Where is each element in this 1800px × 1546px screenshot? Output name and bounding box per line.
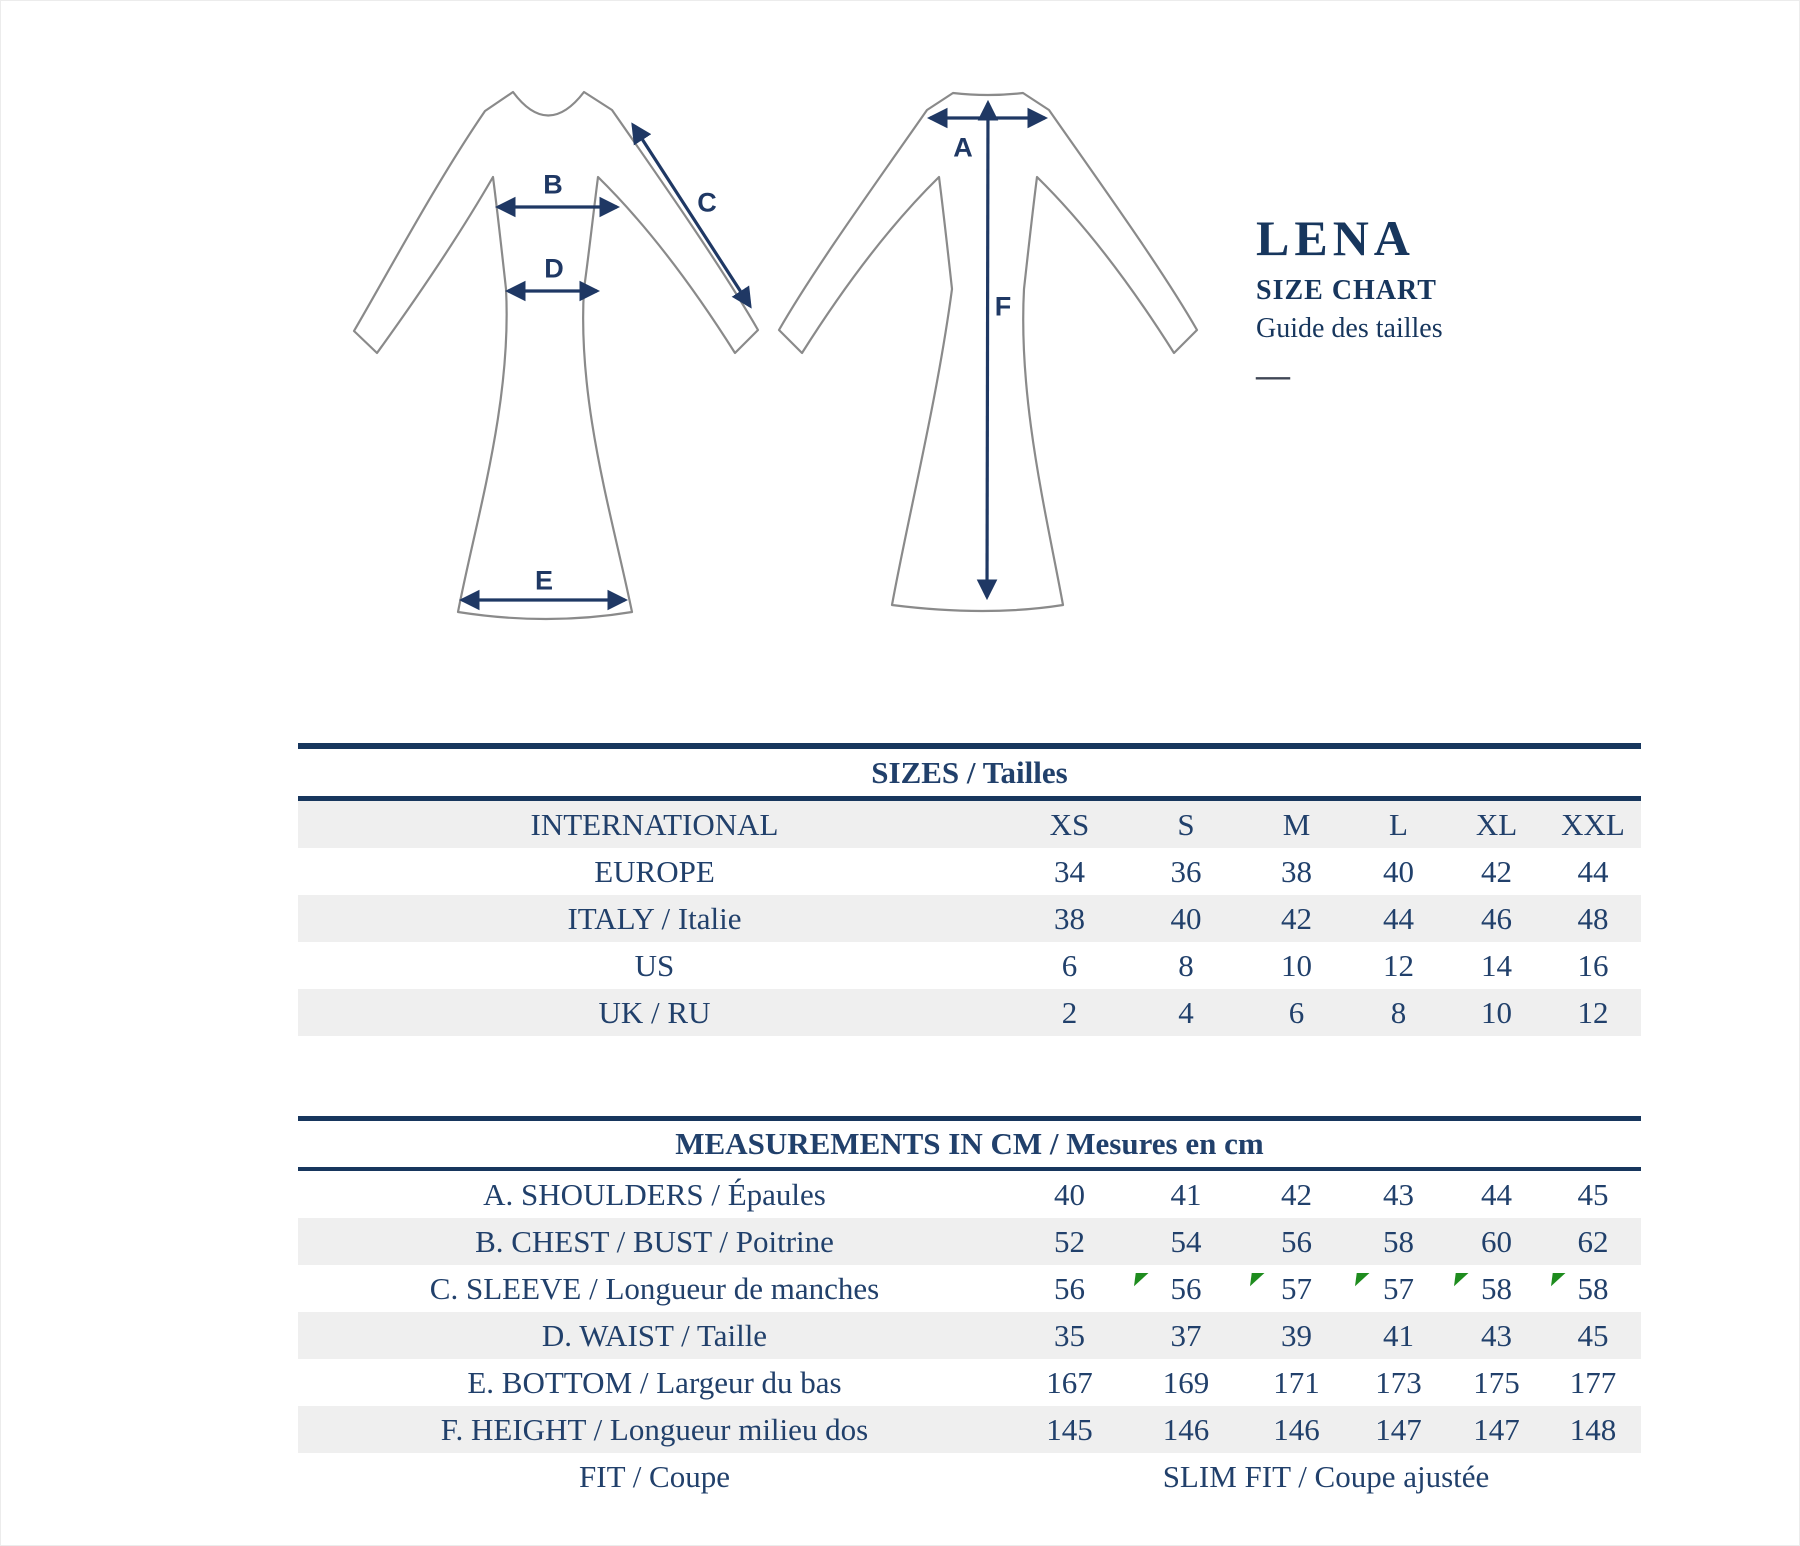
comment-marker-icon xyxy=(1551,1273,1566,1288)
measure-value: 60 xyxy=(1481,1223,1512,1259)
dress-diagram xyxy=(1,1,1800,701)
measurements-table-title: MEASUREMENTS IN CM / Mesures en cm xyxy=(298,1116,1641,1171)
size-value: 6 xyxy=(1288,994,1305,1030)
row-label: US xyxy=(634,947,675,983)
size-value: 44 xyxy=(1577,853,1609,889)
measure-value: 148 xyxy=(1569,1411,1617,1447)
size-value: 10 xyxy=(1481,994,1512,1030)
size-chart-title: SIZE CHART xyxy=(1256,275,1437,306)
size-value: 10 xyxy=(1281,947,1312,983)
size-value: 46 xyxy=(1481,900,1512,936)
row-label: C. SLEEVE / Longueur de manches xyxy=(429,1270,880,1306)
size-chart-subtitle: Guide des tailles xyxy=(1256,313,1443,344)
measure-value: 41 xyxy=(1383,1317,1414,1353)
size-value: 14 xyxy=(1481,947,1512,983)
row-label: UK / RU xyxy=(598,994,711,1030)
table-row-uk-ru xyxy=(298,989,1641,1036)
row-label: EUROPE xyxy=(594,853,715,889)
size-value: 40 xyxy=(1383,853,1414,889)
sizes-table-title: SIZES / Tailles xyxy=(298,743,1641,801)
comment-marker-icon xyxy=(1134,1273,1149,1288)
measure-value: 44 xyxy=(1481,1176,1512,1212)
measure-label-a: A xyxy=(953,132,973,163)
size-value: S xyxy=(1177,806,1195,842)
measure-value: 57 xyxy=(1244,1271,1349,1307)
row-label: INTERNATIONAL xyxy=(530,806,779,842)
size-value: 8 xyxy=(1178,947,1194,983)
size-value: XXL xyxy=(1561,806,1625,842)
table-row-fit xyxy=(298,1453,1641,1500)
table-row-bottom xyxy=(298,1359,1641,1406)
size-value: 44 xyxy=(1383,900,1414,936)
fit-value: SLIM FIT / Coupe ajustée xyxy=(1162,1458,1490,1494)
row-label: B. CHEST / BUST / Poitrine xyxy=(475,1223,834,1259)
measure-label-d: D xyxy=(544,253,564,284)
measure-value: 145 xyxy=(1046,1411,1093,1447)
measure-label-c: C xyxy=(697,187,717,218)
sizes-table xyxy=(298,743,1641,1036)
measure-value: 175 xyxy=(1473,1364,1520,1400)
measure-value: 147 xyxy=(1473,1411,1520,1447)
measure-value: 42 xyxy=(1281,1176,1312,1212)
comment-marker-icon xyxy=(1454,1273,1469,1288)
size-value: 34 xyxy=(1054,853,1085,889)
table-row-waist xyxy=(298,1312,1641,1359)
table-row-us xyxy=(298,942,1641,989)
size-value: L xyxy=(1389,806,1408,842)
measure-value: 177 xyxy=(1569,1364,1617,1400)
table-row-height xyxy=(298,1406,1641,1453)
measure-value: 45 xyxy=(1577,1176,1609,1212)
row-label: FIT / Coupe xyxy=(579,1458,730,1494)
measure-value: 35 xyxy=(1054,1317,1085,1353)
measure-value: 41 xyxy=(1170,1176,1202,1212)
measure-label-e: E xyxy=(534,565,554,596)
measure-value: 56 xyxy=(1281,1223,1312,1259)
measure-value: 57 xyxy=(1349,1271,1448,1307)
measure-value: 147 xyxy=(1375,1411,1422,1447)
measure-value: 167 xyxy=(1046,1364,1093,1400)
measure-value: 58 xyxy=(1383,1223,1414,1259)
measure-value: 173 xyxy=(1375,1364,1422,1400)
row-label: A. SHOULDERS / Épaules xyxy=(483,1176,826,1212)
measure-value: 171 xyxy=(1273,1364,1320,1400)
table-row-chest xyxy=(298,1218,1641,1265)
measure-value: 52 xyxy=(1054,1223,1085,1259)
measure-arrow-f xyxy=(987,103,988,597)
table-row-international xyxy=(298,801,1641,848)
product-name: LENA xyxy=(1256,210,1415,266)
measure-value: 56 xyxy=(1128,1271,1244,1307)
measure-value: 58 xyxy=(1545,1271,1641,1307)
size-value: XS xyxy=(1049,806,1090,842)
row-label: E. BOTTOM / Largeur du bas xyxy=(467,1364,842,1400)
comment-marker-icon xyxy=(1250,1273,1265,1288)
size-value: 6 xyxy=(1061,947,1078,983)
size-value: 12 xyxy=(1577,994,1609,1030)
measure-value: 45 xyxy=(1577,1317,1609,1353)
table-row-shoulders xyxy=(298,1171,1641,1218)
size-value: 16 xyxy=(1577,947,1609,983)
size-value: 42 xyxy=(1481,853,1512,889)
comment-marker-icon xyxy=(1355,1273,1370,1288)
measure-value: 43 xyxy=(1481,1317,1512,1353)
size-value: 42 xyxy=(1281,900,1312,936)
measurements-table xyxy=(298,1116,1641,1500)
size-value: 2 xyxy=(1061,994,1078,1030)
measure-value: 58 xyxy=(1448,1271,1545,1307)
measure-label-b: B xyxy=(543,169,563,200)
table-row-italy xyxy=(298,895,1641,942)
measure-value: 62 xyxy=(1577,1223,1609,1259)
title-block xyxy=(1256,210,1443,394)
measure-value: 40 xyxy=(1054,1176,1085,1212)
measure-value: 54 xyxy=(1170,1223,1202,1259)
measure-value: 146 xyxy=(1162,1411,1210,1447)
size-value: 40 xyxy=(1170,900,1202,936)
measure-label-f: F xyxy=(994,291,1012,322)
divider-dash: — xyxy=(1256,357,1290,394)
measure-value: 169 xyxy=(1162,1364,1210,1400)
measure-value: 39 xyxy=(1281,1317,1312,1353)
size-value: 38 xyxy=(1054,900,1085,936)
row-label: F. HEIGHT / Longueur milieu dos xyxy=(440,1411,869,1447)
size-value: 48 xyxy=(1577,900,1609,936)
row-label: ITALY / Italie xyxy=(567,900,742,936)
row-label: D. WAIST / Taille xyxy=(541,1317,768,1353)
measure-value: 43 xyxy=(1383,1176,1414,1212)
measure-value: 56 xyxy=(1054,1270,1085,1306)
size-value: M xyxy=(1282,806,1311,842)
size-value: 4 xyxy=(1178,994,1194,1030)
size-value: 38 xyxy=(1281,853,1312,889)
measure-value: 146 xyxy=(1273,1411,1320,1447)
size-value: 36 xyxy=(1170,853,1202,889)
table-row-europe xyxy=(298,848,1641,895)
size-value: 12 xyxy=(1383,947,1414,983)
table-row-sleeve xyxy=(298,1265,1641,1312)
measure-value: 37 xyxy=(1170,1317,1202,1353)
size-value: 8 xyxy=(1390,994,1407,1030)
size-value: XL xyxy=(1475,806,1518,842)
